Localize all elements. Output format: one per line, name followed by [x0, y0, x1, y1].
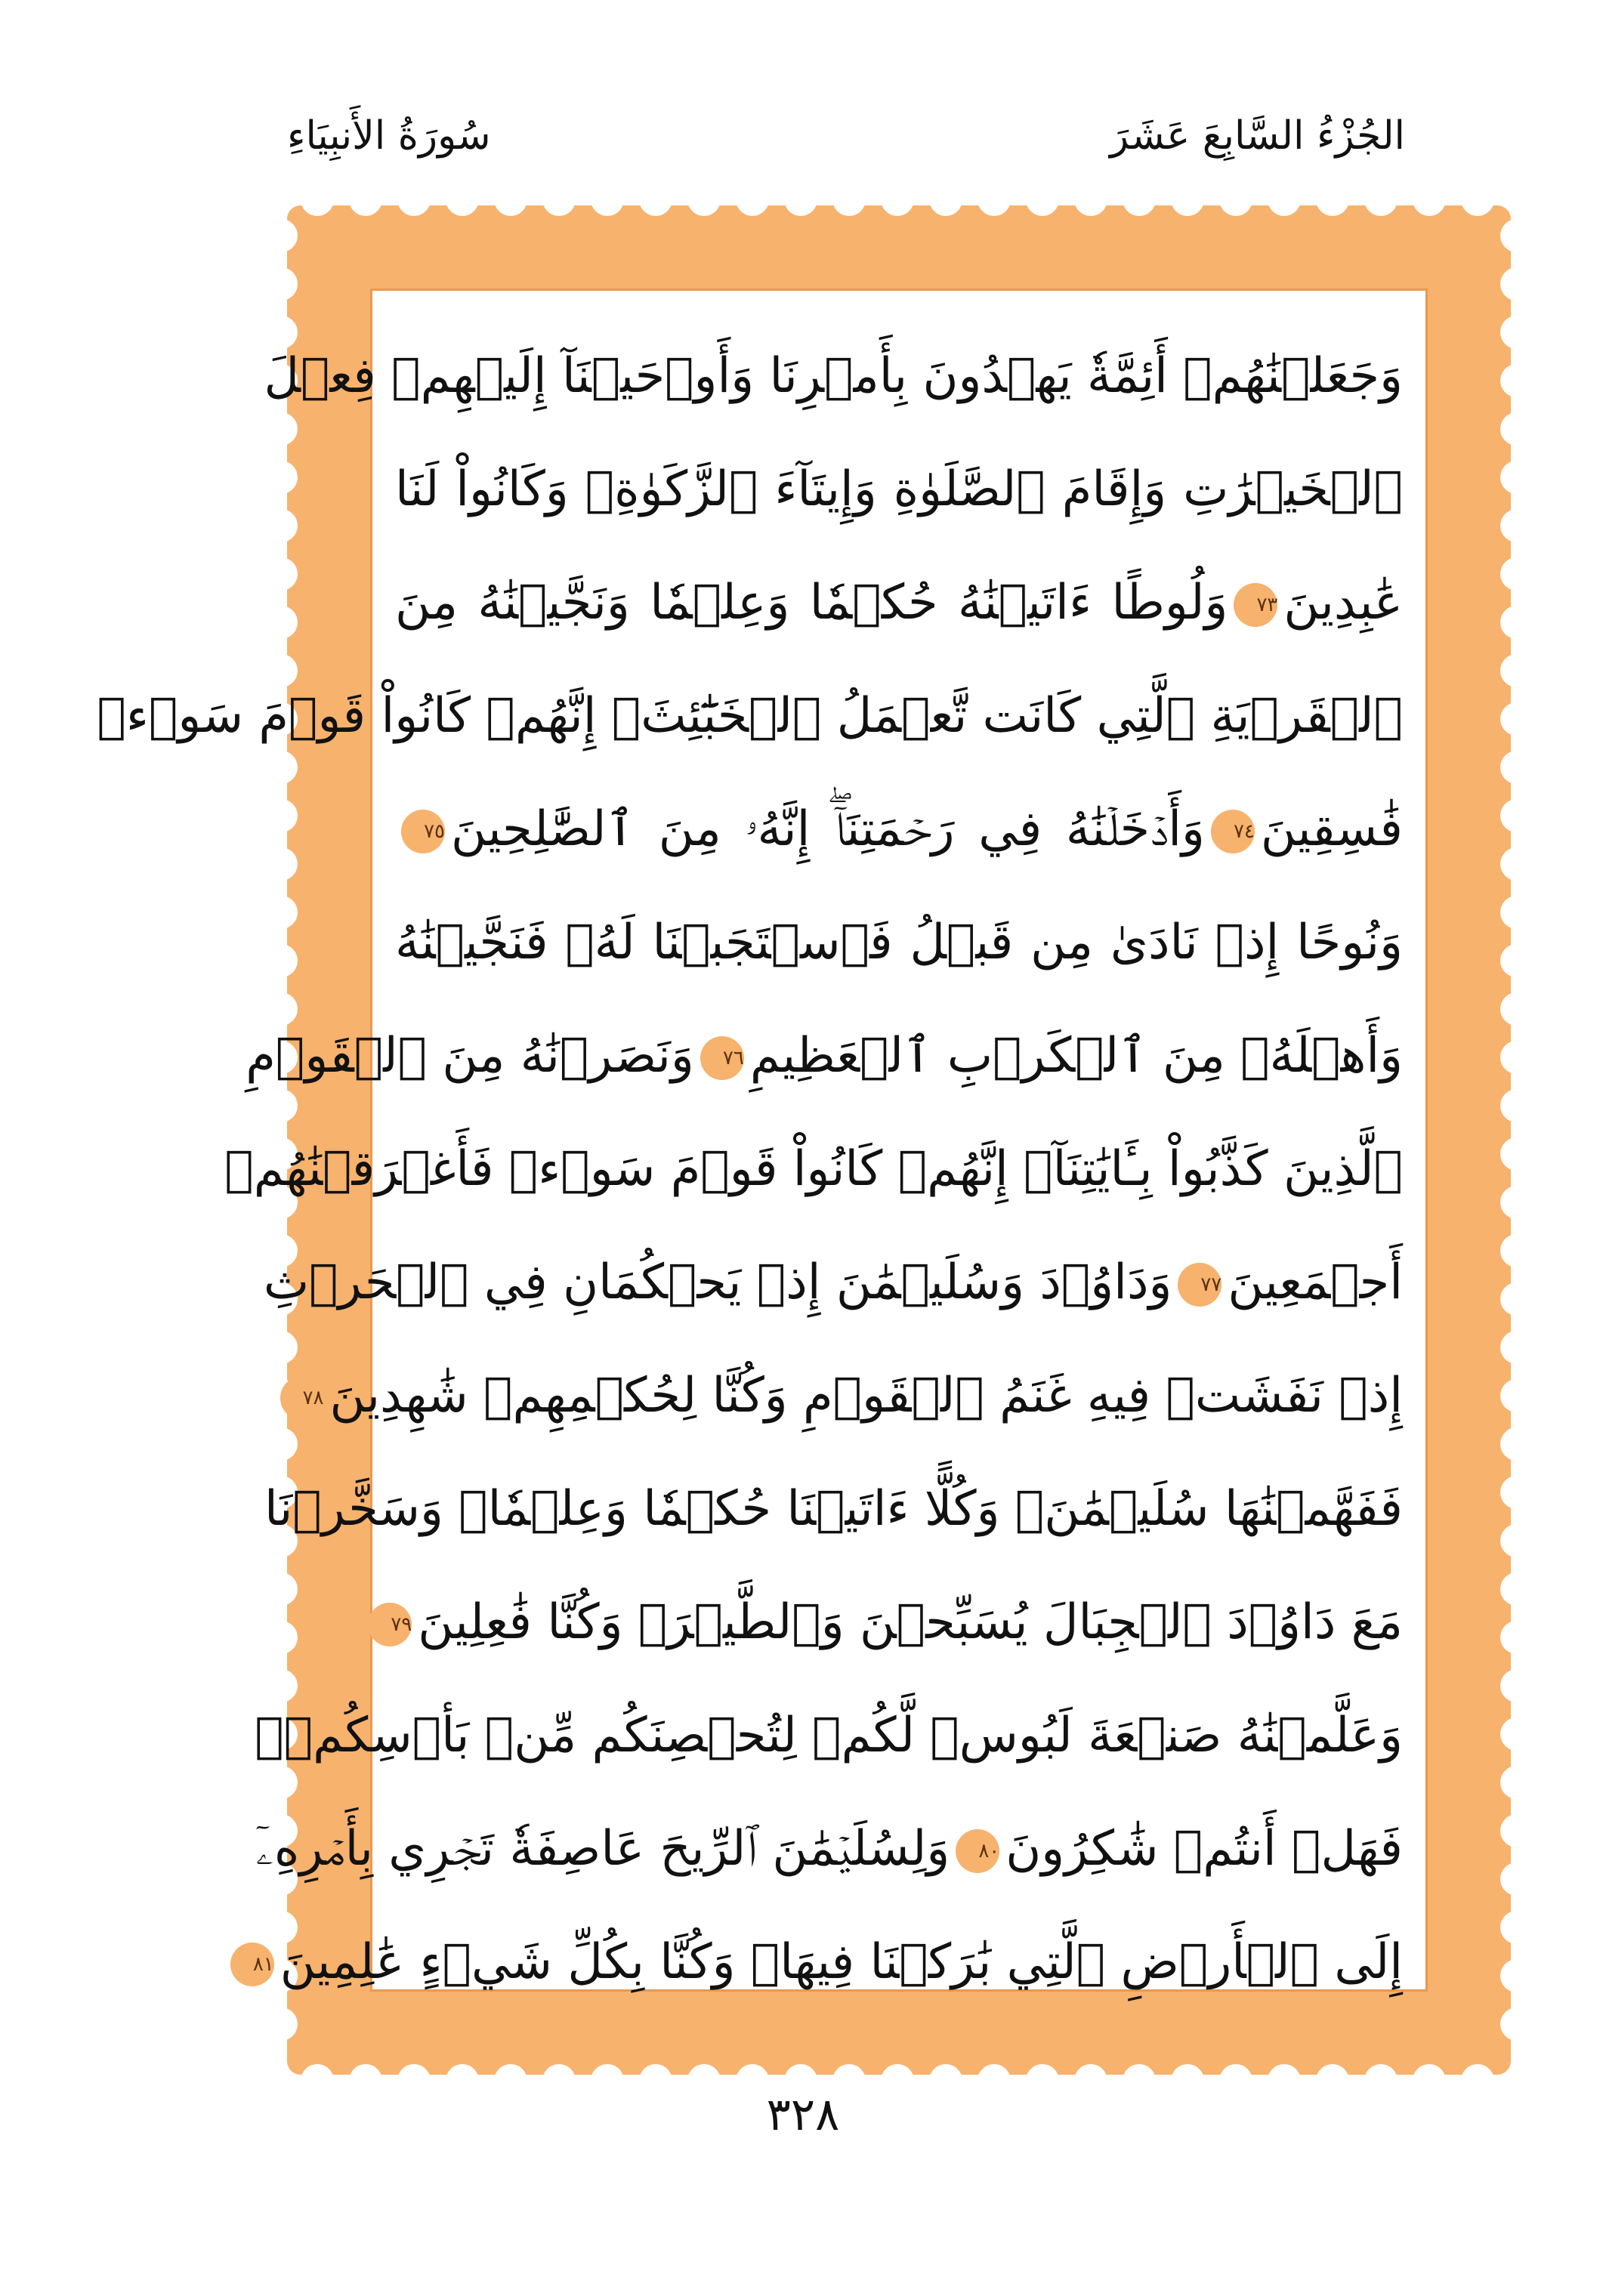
- frame-scallop: [1500, 1379, 1533, 1412]
- verse-line: [372, 1566, 1425, 1679]
- ayah-number-marker: ٧٨: [280, 1376, 324, 1420]
- frame-scallop: [1500, 799, 1533, 832]
- frame-scallop: [1500, 1282, 1533, 1316]
- verse-line: [302, 1339, 1425, 1452]
- verse-text: ٱلَّذِينَ كَذَّبُواْ بِـَٔايَٰتِنَآۚ إِنَّهُمۡ كَانُواْ قَوۡمَ سَوۡءٖ فَأَغۡرَقۡنَٰهُمۡ: [224, 1141, 1403, 1197]
- verse-text: فَهَلۡ أَنتُمۡ شَٰكِرُونَ: [1005, 1821, 1403, 1877]
- frame-scallop: [1026, 183, 1059, 216]
- verse-line: [255, 1679, 1425, 1792]
- verse-line: [264, 319, 1425, 433]
- ayah-number-marker: ٧٤: [1211, 810, 1255, 853]
- verse-line: [255, 1792, 1425, 1906]
- verse-line: [372, 886, 1425, 999]
- verse-line: [263, 1226, 1425, 1339]
- frame-scallop: [1500, 944, 1533, 977]
- frame-scallop: [1500, 1959, 1533, 1992]
- ayah-number-marker: ٧٦: [700, 1036, 744, 1080]
- frame-scallop: [264, 509, 298, 542]
- frame-scallop: [784, 183, 817, 216]
- ayah-number-marker: ٨١: [230, 1943, 274, 1986]
- frame-scallop: [1500, 412, 1533, 446]
- verse-line: [372, 773, 1425, 886]
- frame-scallop: [1500, 1186, 1533, 1219]
- ayah-number-marker: ٧٩: [368, 1603, 412, 1646]
- frame-scallop: [1500, 1669, 1533, 1702]
- frame-scallop: [264, 944, 298, 977]
- frame-scallop: [1500, 896, 1533, 929]
- frame-scallop: [301, 183, 334, 216]
- frame-scallop: [591, 183, 624, 216]
- frame-scallop: [1500, 461, 1533, 494]
- frame-scallop: [1413, 183, 1446, 216]
- frame-scallop: [264, 896, 298, 929]
- frame-scallop: [1171, 183, 1204, 216]
- verse-text: ٱلۡقَرۡيَةِ ٱلَّتِي كَانَت تَّعۡمَلُ ٱلۡخَبَٰٓئِثَۚ إِنَّهُمۡ كَانُواْ قَوۡمَ سَوۡءٖ: [97, 688, 1403, 744]
- frame-scallop: [349, 183, 382, 216]
- page-header: [287, 113, 1405, 189]
- frame-scallop: [1074, 183, 1107, 216]
- frame-scallop: [1364, 183, 1398, 216]
- frame-scallop: [1500, 1717, 1533, 1751]
- frame-scallop: [1500, 1089, 1533, 1122]
- frame-scallop: [494, 183, 527, 216]
- ornamental-frame: [97, 205, 1511, 2075]
- frame-scallop: [264, 267, 298, 301]
- frame-scallop: [1500, 992, 1533, 1026]
- verse-text: أَجۡمَعِينَ: [1228, 1254, 1403, 1310]
- frame-scallop: [1219, 183, 1252, 216]
- verse-text: وَدَاوُۥدَ وَسُلَيۡمَٰنَ إِذۡ يَحۡكُمَانِ فِي ٱلۡحَرۡثِ: [263, 1254, 1172, 1310]
- frame-scallop: [446, 183, 479, 216]
- frame-scallop: [1123, 183, 1156, 216]
- frame-scallop: [397, 183, 431, 216]
- frame-scallop: [1500, 1814, 1533, 1847]
- verse-text: وَأَدۡخَلۡنَٰهُ فِي رَحۡمَتِنَآۖ إِنَّهُۥ مِنَ ٱلصَّٰلِحِينَ: [451, 801, 1205, 857]
- frame-scallop: [1461, 183, 1494, 216]
- frame-scallop: [1500, 1766, 1533, 1799]
- ayah-number-marker: ٧٧: [1178, 1263, 1221, 1307]
- frame-scallop: [264, 606, 298, 639]
- frame-scallop: [1500, 2007, 1533, 2041]
- verse-text: وَأَهۡلَهُۥ مِنَ ٱلۡكَرۡبِ ٱلۡعَظِيمِ: [749, 1028, 1403, 1084]
- frame-scallop: [929, 183, 962, 216]
- frame-scallop: [1500, 1041, 1533, 1074]
- frame-scallop: [1268, 183, 1301, 216]
- frame-scallop: [1500, 267, 1533, 301]
- frame-scallop: [639, 183, 672, 216]
- frame-scallop: [1500, 702, 1533, 736]
- verse-line: [264, 1452, 1425, 1566]
- frame-scallop: [264, 847, 298, 881]
- quran-lines: [97, 319, 1425, 2019]
- frame-scallop: [1500, 1862, 1533, 1896]
- verse-text: وَعَلَّمۡنَٰهُ صَنۡعَةَ لَبُوسٖ لَّكُمۡ لِتُحۡصِنَكُم مِّنۢ بَأۡسِكُمۡۖ: [255, 1708, 1403, 1764]
- ayah-number-marker: ٧٣: [1234, 583, 1277, 627]
- frame-scallop: [1500, 364, 1533, 397]
- frame-scallop: [832, 183, 866, 216]
- verse-line: [224, 1113, 1425, 1226]
- verse-line: [97, 659, 1425, 773]
- verse-line: [372, 433, 1425, 546]
- text-panel: [97, 289, 1428, 1992]
- frame-scallop: [1500, 654, 1533, 687]
- verse-text: ٱلۡخَيۡرَٰتِ وَإِقَامَ ٱلصَّلَوٰةِ وَإِيتَآءَ ٱلزَّكَوٰةِۖ وَكَانُواْ لَنَا: [395, 461, 1403, 517]
- frame-scallop: [264, 1621, 298, 1654]
- verse-text: فَفَهَّمۡنَٰهَا سُلَيۡمَٰنَۚ وَكُلًّا ءَاتَيۡنَا حُكۡمٗا وَعِلۡمٗاۚ وَسَخَّرۡنَا: [264, 1481, 1403, 1537]
- frame-scallop: [1500, 606, 1533, 639]
- frame-scallop: [1500, 557, 1533, 591]
- verse-text: وَلُوطًا ءَاتَيۡنَٰهُ حُكۡمٗا وَعِلۡمٗا وَنَجَّيۡنَٰهُ مِنَ: [395, 575, 1228, 631]
- frame-scallop: [1500, 1621, 1533, 1654]
- frame-scallop: [1500, 1476, 1533, 1509]
- frame-scallop: [1500, 751, 1533, 784]
- verse-line: [252, 1906, 1425, 2019]
- verse-text: وَنَصَرۡنَٰهُ مِنَ ٱلۡقَوۡمِ: [246, 1028, 694, 1084]
- page-number: ٣٢٨: [766, 2088, 840, 2141]
- frame-scallop: [264, 461, 298, 494]
- frame-scallop: [264, 799, 298, 832]
- frame-scallop: [881, 183, 914, 216]
- frame-scallop: [1500, 1137, 1533, 1171]
- ayah-number-marker: ٧٥: [401, 810, 445, 853]
- frame-scallop: [736, 183, 769, 216]
- verse-line: [246, 999, 1425, 1113]
- surah-title: سُورَةُ الأَنبِيَاءِ: [287, 113, 491, 159]
- frame-scallop: [264, 557, 298, 591]
- juz-title: الجُزْءُ السَّابِعَ عَشَرَ: [1110, 113, 1405, 159]
- frame-scallop: [1500, 1331, 1533, 1364]
- frame-scallop: [1500, 316, 1533, 349]
- frame-scallop: [1500, 1572, 1533, 1606]
- frame-scallop: [1316, 183, 1349, 216]
- verse-text: وَلِسُلَيۡمَٰنَ ٱلرِّيحَ عَاصِفَةٗ تَجۡرِي بِأَمۡرِهِۦٓ: [255, 1821, 950, 1877]
- frame-scallop: [977, 183, 1011, 216]
- frame-scallop: [542, 183, 576, 216]
- frame-scallop: [1500, 509, 1533, 542]
- verse-text: وَنُوحًا إِذۡ نَادَىٰ مِن قَبۡلُ فَٱسۡتَجَبۡنَا لَهُۥ فَنَجَّيۡنَٰهُ: [395, 915, 1403, 971]
- verse-text: إِلَى ٱلۡأَرۡضِ ٱلَّتِي بَٰرَكۡنَا فِيهَاۚ وَكُنَّا بِكُلِّ شَيۡءٍ عَٰلِمِينَ: [280, 1934, 1403, 1990]
- verse-text: إِذۡ نَفَشَتۡ فِيهِ غَنَمُ ٱلۡقَوۡمِ وَكُنَّا لِحُكۡمِهِمۡ شَٰهِدِينَ: [329, 1368, 1403, 1424]
- verse-text: عَٰبِدِينَ: [1283, 575, 1403, 631]
- frame-scallop: [1500, 1234, 1533, 1267]
- verse-text: مَعَ دَاوُۥدَ ٱلۡجِبَالَ يُسَبِّحۡنَ وَٱلطَّيۡرَۚ وَكُنَّا فَٰعِلِينَ: [418, 1594, 1403, 1650]
- ayah-number-marker: ٨٠: [956, 1829, 999, 1873]
- frame-scallop: [1500, 1427, 1533, 1461]
- frame-scallop: [264, 1572, 298, 1606]
- verse-line: [372, 546, 1425, 659]
- verse-text: وَجَعَلۡنَٰهُمۡ أَئِمَّةٗ يَهۡدُونَ بِأَمۡرِنَا وَأَوۡحَيۡنَآ إِلَيۡهِمۡ فِعۡلَ: [264, 348, 1403, 404]
- frame-scallop: [1500, 1911, 1533, 1944]
- frame-scallop: [1500, 847, 1533, 881]
- frame-scallop: [1500, 1524, 1533, 1557]
- frame-scallop: [1500, 219, 1533, 252]
- frame-scallop: [264, 219, 298, 252]
- frame-scallop: [687, 183, 721, 216]
- verse-text: فَٰسِقِينَ: [1260, 801, 1403, 857]
